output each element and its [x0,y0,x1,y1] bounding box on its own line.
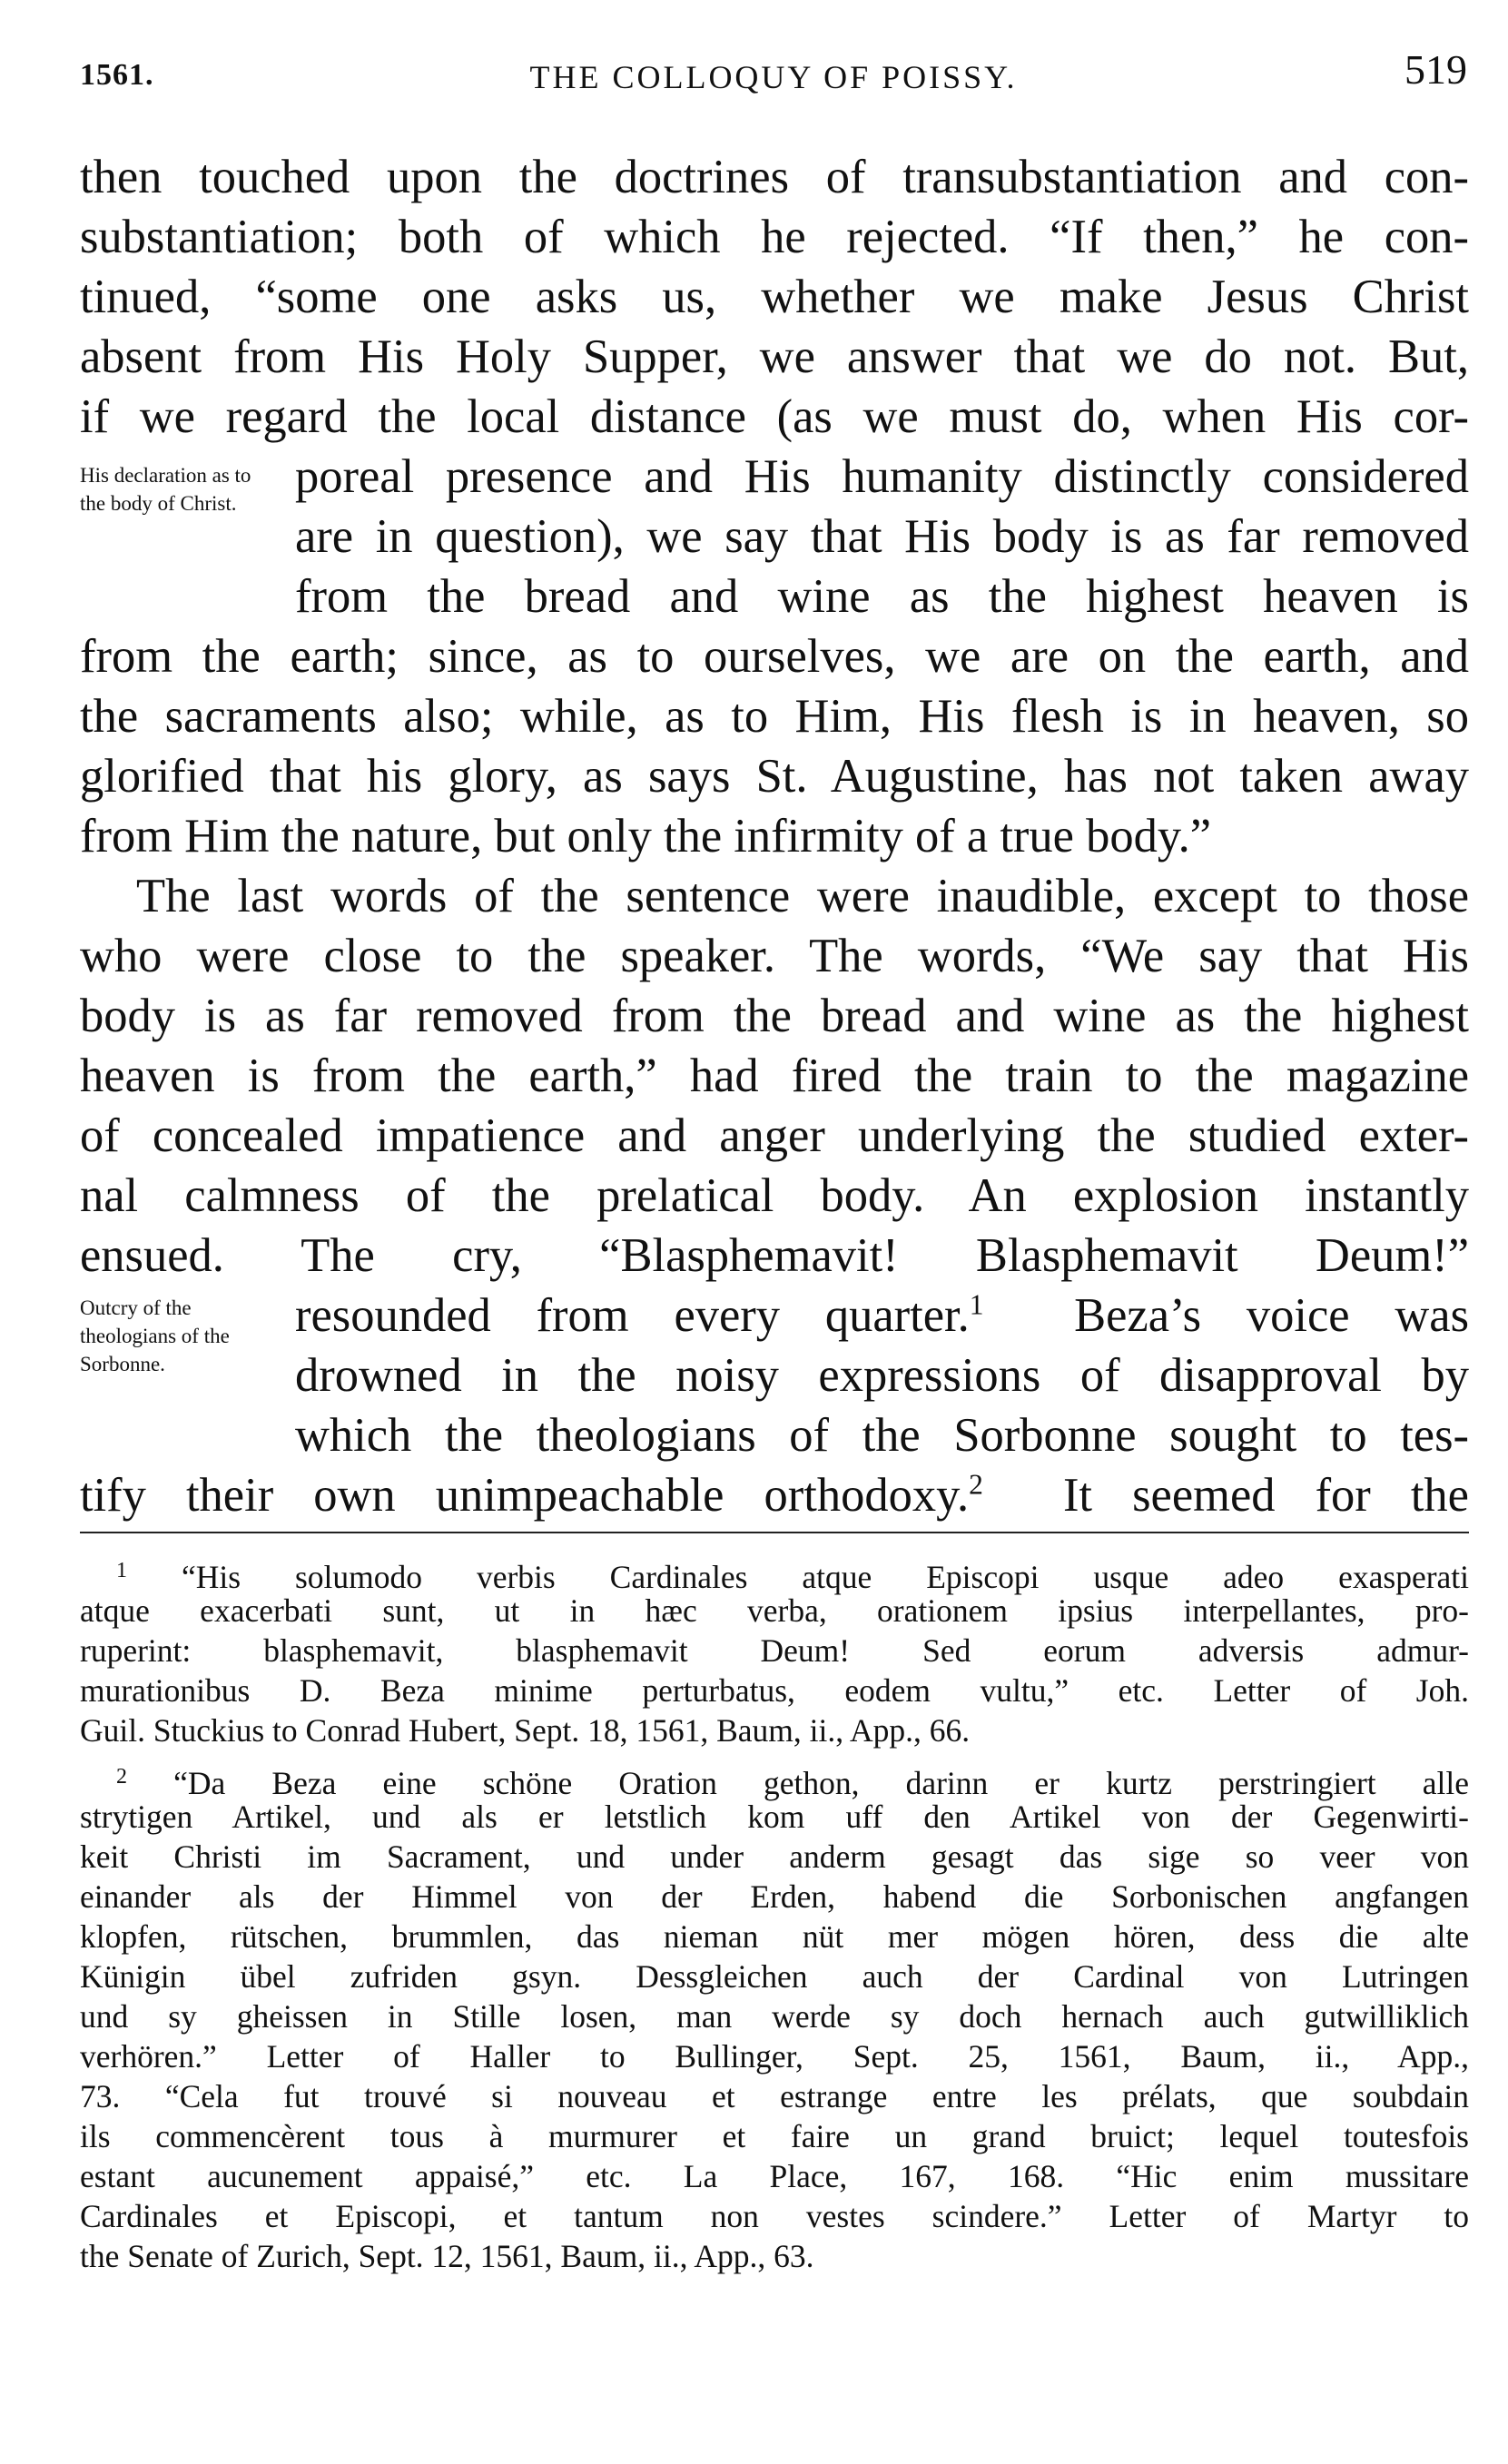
body-line: the sacraments also; while, as to Him, His flesh is in heaven, so [80,690,1469,743]
body-line: nal calmness of the prelatical body. An explosion instantly [80,1169,1469,1222]
body-line: substantiation; both of which he rejected. “If then,” he con- [80,211,1469,263]
body-line: body is as far removed from the bread and wine as the highest [80,990,1469,1042]
footnote-line: klopfen, rütschen, brummlen, das nieman nüt mer mögen hören, dess die alte [80,1918,1469,1955]
footnote-ref-1[interactable]: 1 [969,1288,984,1321]
side-note-declaration: His declaration as to the body of Christ. [80,464,251,515]
footnote-line: ruperint: blasphemavit, blasphemavit Deum! Sed eorum adversis admur- [80,1632,1469,1669]
body-line: are in question), we say that His body is as far removed [295,510,1469,563]
footnote-line: the Senate of Zurich, Sept. 12, 1561, Baum, ii., App., 63. [80,2238,814,2274]
footnote-line: verhören.” Letter of Haller to Bullinger, Sept. 25, 1561, Baum, ii., App., [80,2038,1469,2075]
body-line: then touched upon the doctrines of transubstantiation and con- [80,151,1469,203]
footnote-1-line [80,1551,1470,1595]
footnote-line: Guil. Stuckius to Conrad Hubert, Sept. 18, 1561, Baum, ii., App., 66. [80,1712,971,1749]
side-note-outcry: Outcry of the theologians of the Sorbonne. [80,1296,230,1375]
body-line-text: It seemed for the [1062,1469,1469,1522]
body-line: which the theologians of the Sorbonne sought to tes- [295,1409,1469,1462]
footnote-line: keit Christi im Sacrament, und under anderm gesagt das sige so veer von [80,1838,1469,1875]
header-title: THE COLLOQUY OF POISSY. [529,59,1018,95]
body-line-with-fn2 [80,1465,1469,1525]
header-year: 1561. [80,58,154,92]
footnote-line: einander als der Himmel von der Erden, habend die Sorbonischen angfangen [80,1878,1469,1915]
paragraph-start-line: The last words of the sentence were inaudible, except to those [136,870,1469,922]
footnote-ref-2[interactable]: 2 [969,1468,983,1501]
body-line: drowned in the noisy expressions of disapproval by [295,1349,1469,1402]
body-line: from the bread and wine as the highest heaven is [295,570,1469,623]
running-head [80,45,1467,100]
body-line-text: resounded from every quarter. [295,1289,970,1342]
body-line: tinued, “some one asks us, whether we make Jesus Christ [80,271,1469,323]
footnote-line: murationibus D. Beza minime perturbatus, eodem vultu,” etc. Letter of Joh. [80,1672,1469,1709]
footnote-2-line [80,1757,1470,1801]
body-line-text: tify their own unimpeachable orthodoxy. [80,1469,970,1522]
footnote-line: Künigin übel zufriden gsyn. Dessgleichen auch der Cardinal von Lutringen [80,1958,1469,1995]
body-line: ensued. The cry, “Blasphemavit! Blasphemavit Deum!” [80,1229,1469,1282]
body-line: from the earth; since, as to ourselves, we are on the earth, and [80,630,1469,683]
footnote-text: “His solumodo verbis Cardinales atque Episcopi usque adeo exasperati [181,1559,1470,1595]
footnote-2-number: 2 [116,1765,127,1789]
body-line: glorified that his glory, as says St. Augustine, has not taken away [80,750,1469,803]
body-line: heaven is from the earth,” had fired the train to the magazine [80,1050,1469,1102]
footnote-line: estant aucunement appaisé,” etc. La Place, 167, 168. “Hic enim mussitare [80,2158,1469,2194]
body-line: if we regard the local distance (as we must do, when His cor- [80,390,1469,443]
footnote-line: strytigen Artikel, und als er letstlich kom uff den Artikel von der Gegenwirti- [80,1799,1469,1835]
body-line: from Him the nature, but only the infirmity of a true body.” [80,810,1212,862]
body-line: poreal presence and His humanity distinctly considered [295,450,1469,503]
body-line-text: Beza’s voice was [1074,1289,1470,1342]
footnote-line: ils commencèrent tous à murmurer et faire un grand bruict; lequel toutesfois [80,2118,1469,2154]
footnote-line: atque exacerbati sunt, ut in hæc verba, orationem ipsius interpellantes, pro- [80,1592,1469,1629]
footnote-line: 73. “Cela fut trouvé si nouveau et estrange entre les prélats, que soubdain [80,2078,1469,2114]
footnote-line: Cardinales et Episcopi, et tantum non vestes scindere.” Letter of Martyr to [80,2198,1469,2234]
body-line-with-fn1 [295,1286,1469,1345]
body-line: of concealed impatience and anger underlying the studied exter- [80,1109,1469,1162]
body-line: absent from His Holy Supper, we answer that we do not. But, [80,330,1469,383]
body-line: who were close to the speaker. The words, “We say that His [80,930,1469,982]
footnote-1-number: 1 [116,1559,127,1582]
footnote-line: und sy gheissen in Stille losen, man werde sy doch hernach auch gutwilliklich [80,1998,1469,2035]
page-number: 519 [1405,46,1467,93]
footnote-rule [80,1532,1469,1533]
footnote-text: “Da Beza eine schöne Oration gethon, darinn er kurtz perstringiert alle [173,1765,1470,1801]
